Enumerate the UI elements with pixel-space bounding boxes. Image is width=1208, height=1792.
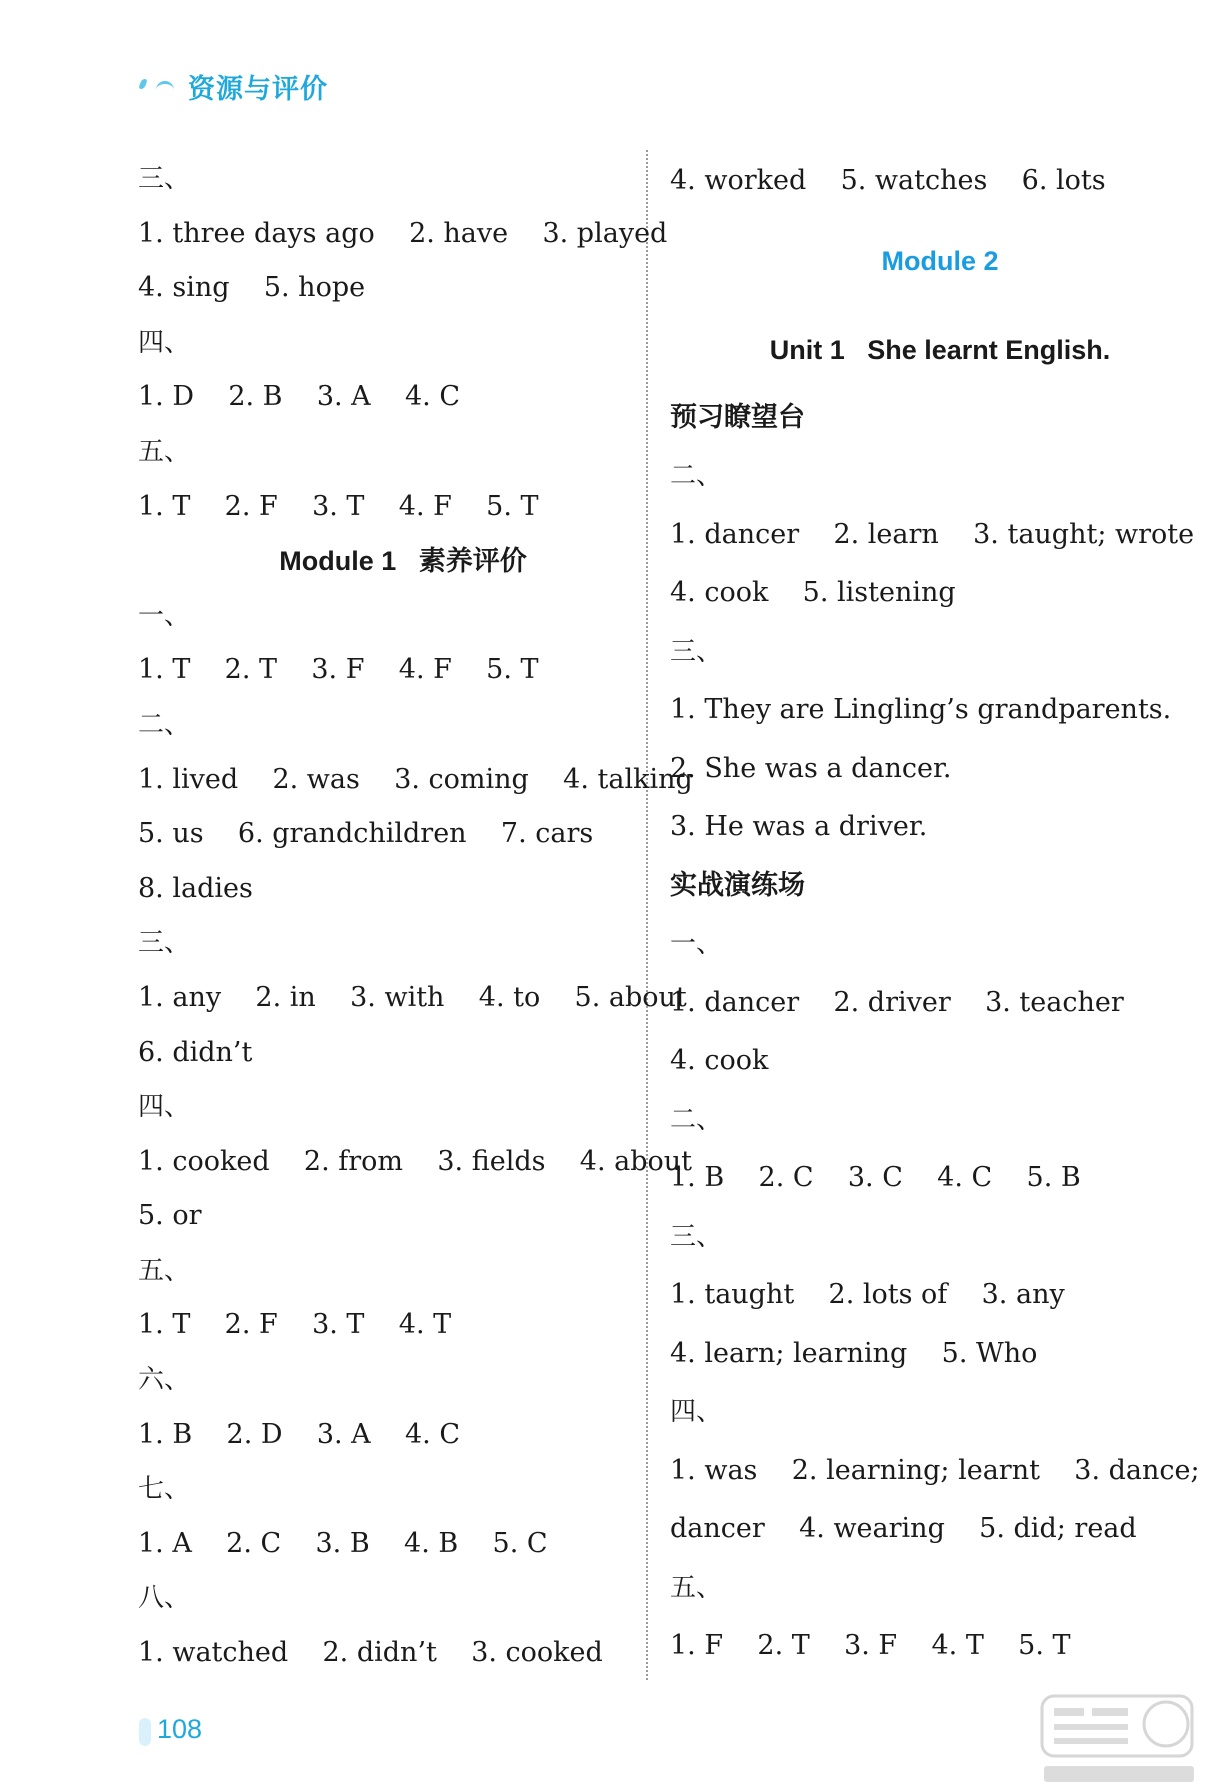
section-subheading: 预习瞭望台 — [670, 401, 805, 433]
answer-line: 4. cook — [670, 1045, 769, 1076]
column-divider — [646, 150, 648, 1680]
section-number: 五、 — [670, 1572, 723, 1603]
answer-line: 2. She was a dancer. — [670, 752, 952, 784]
module-heading — [138, 534, 638, 589]
answer-line: 1. T 2. F 3. T 4. F 5. T — [138, 490, 539, 522]
answer-line: 1. F 2. T 3. F 4. T 5. T — [670, 1630, 1071, 1661]
answer-line: 1. taught 2. lots of 3. any — [670, 1279, 1065, 1310]
answer-line: 5. us 6. grandchildren 7. cars — [138, 818, 594, 850]
answer-line: 1. B 2. D 3. A 4. C — [138, 1418, 461, 1450]
section-number: 四、 — [670, 1397, 723, 1427]
section-number: 一、 — [138, 600, 191, 631]
watermark-logo-icon — [1036, 1688, 1201, 1788]
answer-line: 1. T 2. T 3. F 4. F 5. T — [138, 654, 539, 686]
section-number: 二、 — [138, 709, 191, 740]
answer-line: 1. dancer 2. learn 3. taught; wrote — [670, 518, 1195, 550]
section-number: 三、 — [670, 636, 723, 667]
section-number: 三、 — [138, 164, 191, 194]
module-heading-subtitle: 素养评价 — [418, 546, 527, 578]
header-title: 资源与评价 — [188, 73, 328, 105]
section-number: 五、 — [138, 1255, 191, 1286]
answer-line: 4. worked 5. watches 6. lots — [670, 165, 1106, 196]
module-title: Module 2 — [881, 245, 999, 276]
answer-line: 1. D 2. B 3. A 4. C — [138, 381, 461, 413]
section-number: 二、 — [670, 461, 723, 491]
page-header — [136, 66, 328, 106]
answer-line: 1. dancer 2. driver 3. teacher — [670, 986, 1124, 1018]
answer-line: 4. learn; learning 5. Who — [670, 1337, 1038, 1369]
answer-line: 6. didn’t — [138, 1036, 253, 1068]
unit-title: Unit 1 She learnt English. — [769, 334, 1111, 365]
answer-line: 1. T 2. F 3. T 4. T — [138, 1309, 452, 1341]
section-number: 八、 — [138, 1583, 191, 1614]
answer-line: 1. B 2. C 3. C 4. C 5. B — [670, 1162, 1081, 1193]
section-number: 七、 — [138, 1474, 191, 1505]
answer-line: 4. cook 5. listening — [670, 577, 956, 608]
answer-line: 1. was 2. learning; learnt 3. dance; — [670, 1454, 1200, 1486]
answer-line: 1. any 2. in 3. with 4. to 5. about — [138, 981, 687, 1013]
section-number: 六、 — [138, 1365, 191, 1396]
answer-line: dancer 4. wearing 5. did; read — [670, 1513, 1137, 1544]
section-number: 一、 — [670, 929, 723, 959]
right-column — [670, 152, 1200, 1676]
section-number: 二、 — [670, 1104, 723, 1135]
answer-line: 1. A 2. C 3. B 4. B 5. C — [138, 1527, 548, 1559]
answer-line: 1. three days ago 2. have 3. played — [138, 217, 668, 249]
left-column — [138, 152, 693, 1681]
answer-line: 8. ladies — [138, 872, 253, 904]
section-number: 五、 — [138, 436, 191, 467]
answer-line: 1. lived 2. was 3. coming 4. talking — [138, 763, 693, 795]
page-number: 108 — [157, 1714, 203, 1744]
section-number: 四、 — [138, 1092, 191, 1123]
answer-line: 5. or — [138, 1200, 202, 1232]
section-number: 三、 — [138, 928, 191, 959]
answer-line: 1. cooked 2. from 3. fields 4. about — [138, 1145, 693, 1177]
section-number: 三、 — [670, 1221, 723, 1252]
section-subheading: 实战演练场 — [670, 869, 805, 901]
answer-line: 3. He was a driver. — [670, 811, 928, 842]
header-logo-icon — [136, 71, 180, 101]
answer-line: 4. sing 5. hope — [138, 272, 366, 304]
section-number: 四、 — [138, 327, 191, 358]
answer-line: 1. watched 2. didn’t 3. cooked — [138, 1637, 603, 1669]
module-heading-label: Module 1 — [279, 546, 397, 577]
answer-line: 1. They are Lingling’s grandparents. — [670, 694, 1172, 725]
